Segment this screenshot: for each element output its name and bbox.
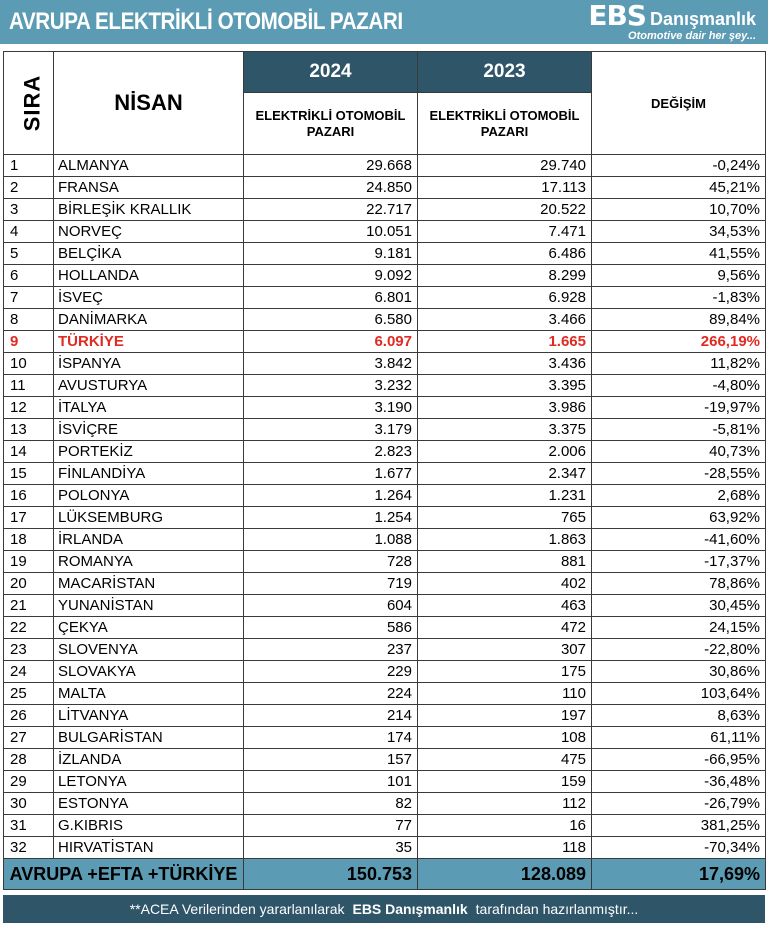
value-2024-cell: 2.823 bbox=[244, 441, 418, 463]
value-2024-cell: 6.097 bbox=[244, 331, 418, 353]
value-2023-cell: 112 bbox=[418, 793, 592, 815]
value-2023-cell: 110 bbox=[418, 683, 592, 705]
country-cell: LİTVANYA bbox=[54, 705, 244, 727]
value-2023-cell: 8.299 bbox=[418, 265, 592, 287]
table-row bbox=[4, 265, 766, 287]
country-cell: SLOVENYA bbox=[54, 639, 244, 661]
value-2023-cell: 197 bbox=[418, 705, 592, 727]
table-row bbox=[4, 485, 766, 507]
ebs-logo bbox=[588, 2, 756, 42]
footer-suffix: tarafından hazırlanmıştır... bbox=[475, 901, 639, 917]
change-cell: 381,25% bbox=[592, 815, 766, 837]
value-2024-cell: 3.232 bbox=[244, 375, 418, 397]
value-2024-cell: 3.190 bbox=[244, 397, 418, 419]
change-cell: -26,79% bbox=[592, 793, 766, 815]
rank-cell: 20 bbox=[4, 573, 54, 595]
rank-cell: 6 bbox=[4, 265, 54, 287]
table-row bbox=[4, 595, 766, 617]
rank-cell: 22 bbox=[4, 617, 54, 639]
country-cell: SLOVAKYA bbox=[54, 661, 244, 683]
change-cell: 41,55% bbox=[592, 243, 766, 265]
rank-cell: 25 bbox=[4, 683, 54, 705]
change-cell: -5,81% bbox=[592, 419, 766, 441]
country-cell: LÜKSEMBURG bbox=[54, 507, 244, 529]
value-2023-cell: 3.375 bbox=[418, 419, 592, 441]
table-row bbox=[4, 375, 766, 397]
total-2024: 150.753 bbox=[244, 859, 418, 890]
value-2023-cell: 6.486 bbox=[418, 243, 592, 265]
change-cell: -66,95% bbox=[592, 749, 766, 771]
rank-cell: 30 bbox=[4, 793, 54, 815]
value-2024-cell: 1.677 bbox=[244, 463, 418, 485]
country-cell: BULGARİSTAN bbox=[54, 727, 244, 749]
rank-cell: 24 bbox=[4, 661, 54, 683]
value-2024-cell: 1.264 bbox=[244, 485, 418, 507]
total-2023: 128.089 bbox=[418, 859, 592, 890]
value-2023-cell: 1.863 bbox=[418, 529, 592, 551]
rank-cell: 16 bbox=[4, 485, 54, 507]
value-2023-cell: 3.986 bbox=[418, 397, 592, 419]
table-row bbox=[4, 243, 766, 265]
rank-cell: 10 bbox=[4, 353, 54, 375]
table-row bbox=[4, 815, 766, 837]
rank-cell: 19 bbox=[4, 551, 54, 573]
sira-header: SIRA bbox=[4, 52, 54, 155]
rank-cell: 27 bbox=[4, 727, 54, 749]
value-2023-cell: 1.665 bbox=[418, 331, 592, 353]
rank-cell: 5 bbox=[4, 243, 54, 265]
value-2024-cell: 9.092 bbox=[244, 265, 418, 287]
table-row bbox=[4, 793, 766, 815]
value-2023-cell: 3.395 bbox=[418, 375, 592, 397]
country-cell: DANİMARKA bbox=[54, 309, 244, 331]
rank-cell: 13 bbox=[4, 419, 54, 441]
rank-cell: 18 bbox=[4, 529, 54, 551]
country-cell: HIRVATİSTAN bbox=[54, 837, 244, 859]
country-cell: FRANSA bbox=[54, 177, 244, 199]
table-row bbox=[4, 155, 766, 177]
change-cell: 2,68% bbox=[592, 485, 766, 507]
value-2023-cell: 16 bbox=[418, 815, 592, 837]
footer-brand: EBS Danışmanlık bbox=[352, 901, 468, 917]
nisan-header: NİSAN bbox=[54, 52, 244, 155]
country-cell: PORTEKİZ bbox=[54, 441, 244, 463]
rank-cell: 21 bbox=[4, 595, 54, 617]
rank-cell: 29 bbox=[4, 771, 54, 793]
value-2023-cell: 7.471 bbox=[418, 221, 592, 243]
country-cell: MALTA bbox=[54, 683, 244, 705]
value-2024-cell: 586 bbox=[244, 617, 418, 639]
value-2024-cell: 101 bbox=[244, 771, 418, 793]
value-2024-cell: 157 bbox=[244, 749, 418, 771]
country-cell: İZLANDA bbox=[54, 749, 244, 771]
table-row bbox=[4, 661, 766, 683]
source-footer bbox=[3, 895, 765, 923]
country-cell: FİNLANDİYA bbox=[54, 463, 244, 485]
change-cell: 89,84% bbox=[592, 309, 766, 331]
table-row bbox=[4, 331, 766, 353]
table-row bbox=[4, 749, 766, 771]
country-cell: İSPANYA bbox=[54, 353, 244, 375]
rank-cell: 1 bbox=[4, 155, 54, 177]
value-2024-cell: 1.254 bbox=[244, 507, 418, 529]
change-cell: 8,63% bbox=[592, 705, 766, 727]
change-cell: 61,11% bbox=[592, 727, 766, 749]
change-cell: -28,55% bbox=[592, 463, 766, 485]
change-cell: 9,56% bbox=[592, 265, 766, 287]
change-cell: 30,45% bbox=[592, 595, 766, 617]
rank-cell: 32 bbox=[4, 837, 54, 859]
value-2023-cell: 175 bbox=[418, 661, 592, 683]
change-cell: 30,86% bbox=[592, 661, 766, 683]
country-cell: POLONYA bbox=[54, 485, 244, 507]
table-body bbox=[4, 155, 766, 859]
change-cell: 11,82% bbox=[592, 353, 766, 375]
value-2023-cell: 1.231 bbox=[418, 485, 592, 507]
value-2024-cell: 24.850 bbox=[244, 177, 418, 199]
country-cell: İSVİÇRE bbox=[54, 419, 244, 441]
value-2024-cell: 174 bbox=[244, 727, 418, 749]
logo-ebs: EBS bbox=[588, 0, 646, 32]
value-2024-cell: 237 bbox=[244, 639, 418, 661]
change-cell: -4,80% bbox=[592, 375, 766, 397]
logo-slogan: Otomotive dair her şey... bbox=[628, 30, 756, 42]
total-label: AVRUPA +EFTA +TÜRKİYE bbox=[4, 859, 244, 890]
table-row bbox=[4, 551, 766, 573]
value-2024-cell: 3.842 bbox=[244, 353, 418, 375]
market-label-2024: ELEKTRİKLİ OTOMOBİL PAZARI bbox=[244, 93, 418, 155]
value-2023-cell: 29.740 bbox=[418, 155, 592, 177]
country-cell: BİRLEŞİK KRALLIK bbox=[54, 199, 244, 221]
value-2023-cell: 475 bbox=[418, 749, 592, 771]
change-cell: 63,92% bbox=[592, 507, 766, 529]
table-row bbox=[4, 705, 766, 727]
table-row bbox=[4, 177, 766, 199]
country-cell: ROMANYA bbox=[54, 551, 244, 573]
rank-cell: 31 bbox=[4, 815, 54, 837]
value-2023-cell: 108 bbox=[418, 727, 592, 749]
change-cell: -19,97% bbox=[592, 397, 766, 419]
table-row bbox=[4, 397, 766, 419]
table-row bbox=[4, 507, 766, 529]
country-cell: TÜRKİYE bbox=[54, 331, 244, 353]
change-cell: -1,83% bbox=[592, 287, 766, 309]
value-2023-cell: 765 bbox=[418, 507, 592, 529]
country-cell: İTALYA bbox=[54, 397, 244, 419]
value-2023-cell: 20.522 bbox=[418, 199, 592, 221]
table-row bbox=[4, 771, 766, 793]
rank-cell: 12 bbox=[4, 397, 54, 419]
page-title: AVRUPA ELEKTRİKLİ OTOMOBİL PAZARI bbox=[9, 8, 403, 35]
value-2023-cell: 402 bbox=[418, 573, 592, 595]
change-cell: -70,34% bbox=[592, 837, 766, 859]
value-2024-cell: 719 bbox=[244, 573, 418, 595]
country-cell: NORVEÇ bbox=[54, 221, 244, 243]
country-cell: HOLLANDA bbox=[54, 265, 244, 287]
value-2024-cell: 604 bbox=[244, 595, 418, 617]
value-2024-cell: 9.181 bbox=[244, 243, 418, 265]
value-2023-cell: 307 bbox=[418, 639, 592, 661]
change-cell: -41,60% bbox=[592, 529, 766, 551]
rank-cell: 17 bbox=[4, 507, 54, 529]
change-cell: 266,19% bbox=[592, 331, 766, 353]
value-2023-cell: 3.436 bbox=[418, 353, 592, 375]
rank-cell: 7 bbox=[4, 287, 54, 309]
change-cell: 10,70% bbox=[592, 199, 766, 221]
rank-cell: 28 bbox=[4, 749, 54, 771]
value-2024-cell: 6.580 bbox=[244, 309, 418, 331]
logo-name: Danışmanlık bbox=[649, 9, 756, 29]
header-bar bbox=[0, 0, 768, 44]
value-2024-cell: 35 bbox=[244, 837, 418, 859]
value-2024-cell: 77 bbox=[244, 815, 418, 837]
table-row bbox=[4, 639, 766, 661]
value-2023-cell: 2.347 bbox=[418, 463, 592, 485]
table-row bbox=[4, 221, 766, 243]
value-2023-cell: 118 bbox=[418, 837, 592, 859]
table-row bbox=[4, 727, 766, 749]
rank-cell: 3 bbox=[4, 199, 54, 221]
change-cell: -0,24% bbox=[592, 155, 766, 177]
table-row bbox=[4, 463, 766, 485]
change-cell: 103,64% bbox=[592, 683, 766, 705]
value-2024-cell: 29.668 bbox=[244, 155, 418, 177]
table-row bbox=[4, 353, 766, 375]
value-2023-cell: 3.466 bbox=[418, 309, 592, 331]
change-cell: -22,80% bbox=[592, 639, 766, 661]
table-row bbox=[4, 683, 766, 705]
change-cell: -17,37% bbox=[592, 551, 766, 573]
value-2024-cell: 82 bbox=[244, 793, 418, 815]
change-cell: 24,15% bbox=[592, 617, 766, 639]
rank-cell: 26 bbox=[4, 705, 54, 727]
total-change: 17,69% bbox=[592, 859, 766, 890]
value-2023-cell: 472 bbox=[418, 617, 592, 639]
table-row bbox=[4, 441, 766, 463]
rank-cell: 23 bbox=[4, 639, 54, 661]
footer-prefix: **ACEA Verilerinden yararlanılarak bbox=[129, 901, 345, 917]
market-label-2023: ELEKTRİKLİ OTOMOBİL PAZARI bbox=[418, 93, 592, 155]
value-2024-cell: 10.051 bbox=[244, 221, 418, 243]
value-2024-cell: 229 bbox=[244, 661, 418, 683]
rank-cell: 8 bbox=[4, 309, 54, 331]
change-cell: 45,21% bbox=[592, 177, 766, 199]
country-cell: G.KIBRIS bbox=[54, 815, 244, 837]
country-cell: İSVEÇ bbox=[54, 287, 244, 309]
rank-cell: 4 bbox=[4, 221, 54, 243]
rank-cell: 9 bbox=[4, 331, 54, 353]
value-2024-cell: 6.801 bbox=[244, 287, 418, 309]
market-table bbox=[3, 51, 766, 890]
value-2024-cell: 214 bbox=[244, 705, 418, 727]
country-cell: ESTONYA bbox=[54, 793, 244, 815]
country-cell: BELÇİKA bbox=[54, 243, 244, 265]
country-cell: LETONYA bbox=[54, 771, 244, 793]
country-cell: AVUSTURYA bbox=[54, 375, 244, 397]
table-row bbox=[4, 309, 766, 331]
rank-cell: 14 bbox=[4, 441, 54, 463]
value-2024-cell: 3.179 bbox=[244, 419, 418, 441]
change-cell: -36,48% bbox=[592, 771, 766, 793]
table-row bbox=[4, 837, 766, 859]
change-cell: 34,53% bbox=[592, 221, 766, 243]
table-row bbox=[4, 199, 766, 221]
value-2024-cell: 224 bbox=[244, 683, 418, 705]
country-cell: ALMANYA bbox=[54, 155, 244, 177]
table-row bbox=[4, 617, 766, 639]
change-header: DEĞİŞİM bbox=[592, 52, 766, 155]
year-2024-header: 2024 bbox=[244, 52, 418, 93]
value-2023-cell: 881 bbox=[418, 551, 592, 573]
value-2024-cell: 1.088 bbox=[244, 529, 418, 551]
country-cell: İRLANDA bbox=[54, 529, 244, 551]
value-2024-cell: 728 bbox=[244, 551, 418, 573]
value-2023-cell: 17.113 bbox=[418, 177, 592, 199]
value-2023-cell: 463 bbox=[418, 595, 592, 617]
value-2023-cell: 2.006 bbox=[418, 441, 592, 463]
year-2023-header: 2023 bbox=[418, 52, 592, 93]
rank-cell: 2 bbox=[4, 177, 54, 199]
value-2023-cell: 6.928 bbox=[418, 287, 592, 309]
country-cell: YUNANİSTAN bbox=[54, 595, 244, 617]
change-cell: 40,73% bbox=[592, 441, 766, 463]
value-2023-cell: 159 bbox=[418, 771, 592, 793]
total-row bbox=[4, 859, 766, 890]
rank-cell: 15 bbox=[4, 463, 54, 485]
table-row bbox=[4, 419, 766, 441]
rank-cell: 11 bbox=[4, 375, 54, 397]
table-row bbox=[4, 573, 766, 595]
value-2024-cell: 22.717 bbox=[244, 199, 418, 221]
change-cell: 78,86% bbox=[592, 573, 766, 595]
table-row bbox=[4, 529, 766, 551]
country-cell: MACARİSTAN bbox=[54, 573, 244, 595]
table-row bbox=[4, 287, 766, 309]
country-cell: ÇEKYA bbox=[54, 617, 244, 639]
